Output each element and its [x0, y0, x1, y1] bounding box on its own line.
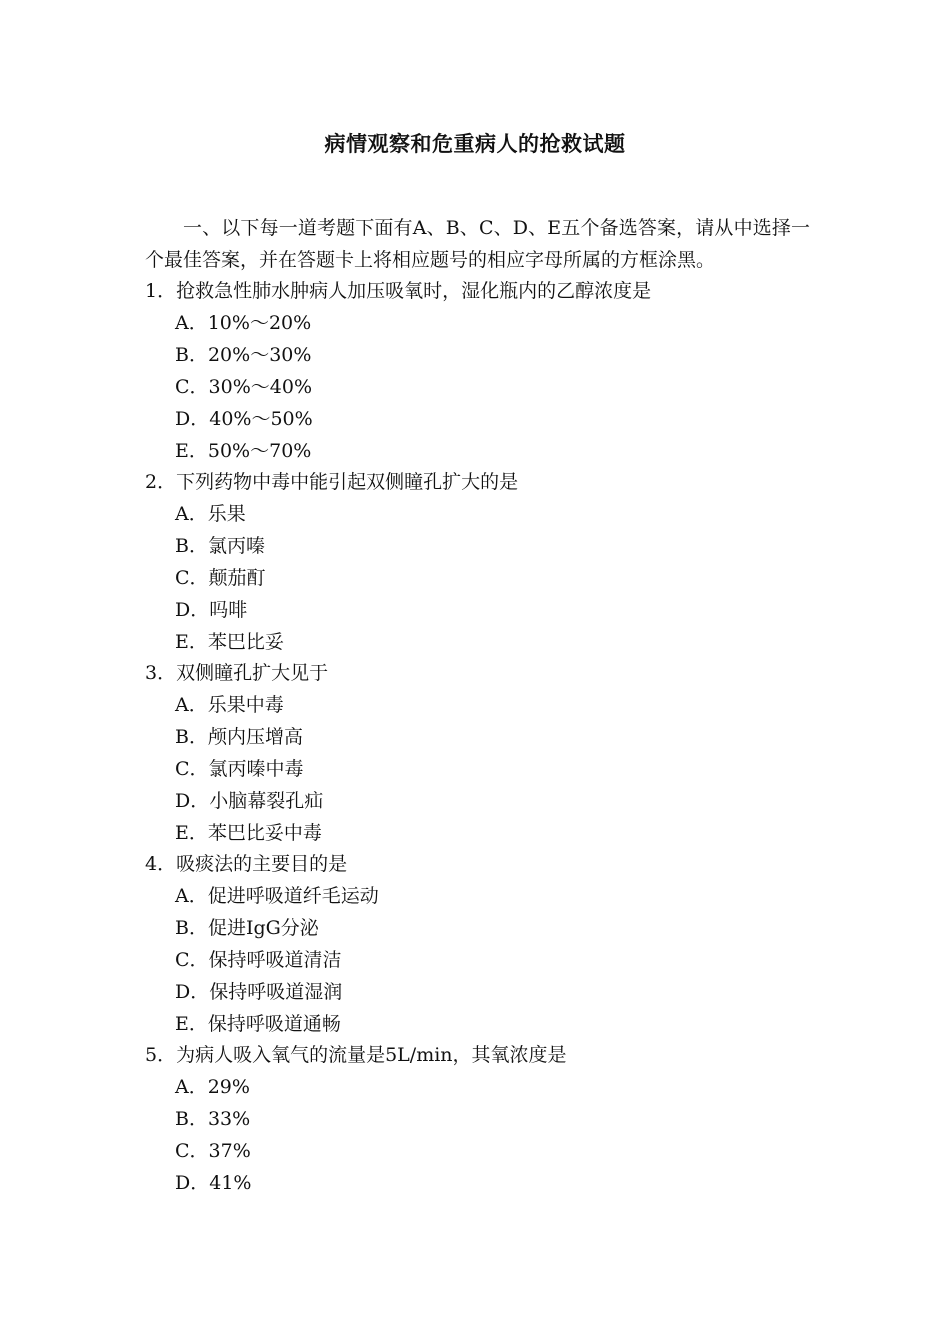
answer-option: B．颅内压增高 [175, 726, 303, 748]
instructions-paragraph: 一、以下每一道考题下面有A、B、C、D、E五个备选答案，请从中选择一个最佳答案，并在答题卡上将相应题号的相应字母所属的方框涂黑。 [145, 217, 810, 271]
question-stem: 4．吸痰法的主要目的是 [145, 853, 348, 875]
answer-option: D．41% [175, 1172, 252, 1194]
answer-option: D．吗啡 [175, 599, 248, 621]
answer-option: A．乐果中毒 [175, 694, 284, 716]
question-stem: 2．下列药物中毒中能引起双侧瞳孔扩大的是 [145, 471, 519, 493]
answer-option: A．29% [175, 1076, 250, 1098]
question-stem: 1．抢救急性肺水肿病人加压吸氧时，湿化瓶内的乙醇浓度是 [145, 280, 652, 302]
page-title: 病情观察和危重病人的抢救试题 [324, 131, 626, 156]
answer-option: B．促进IgG分泌 [175, 917, 319, 939]
answer-option: E．苯巴比妥中毒 [175, 822, 322, 844]
answer-option: B．33% [175, 1108, 251, 1130]
answer-option: A．乐果 [175, 503, 246, 525]
answer-option: E．保持呼吸道通畅 [175, 1013, 341, 1035]
answer-option: E．50%～70% [175, 440, 312, 462]
answer-option: A．促进呼吸道纤毛运动 [175, 885, 379, 907]
answer-option: D．保持呼吸道湿润 [175, 981, 343, 1003]
answer-option: D．40%～50% [175, 408, 313, 430]
answer-option: C．氯丙嗪中毒 [175, 758, 304, 780]
question-stem: 5．为病人吸入氧气的流量是5L/min，其氧浓度是 [145, 1044, 567, 1066]
answer-option: B．氯丙嗪 [175, 535, 265, 557]
answer-option: C．30%～40% [175, 376, 312, 398]
answer-option: E．苯巴比妥 [175, 631, 284, 653]
answer-option: C．保持呼吸道清洁 [175, 949, 342, 971]
answer-option: C．颠茄酊 [175, 567, 266, 589]
answer-option: B．20%～30% [175, 344, 312, 366]
answer-option: D．小脑幕裂孔疝 [175, 790, 324, 812]
answer-option: C．37% [175, 1140, 251, 1162]
question-stem: 3．双侧瞳孔扩大见于 [145, 662, 329, 684]
answer-option: A．10%～20% [175, 312, 312, 334]
